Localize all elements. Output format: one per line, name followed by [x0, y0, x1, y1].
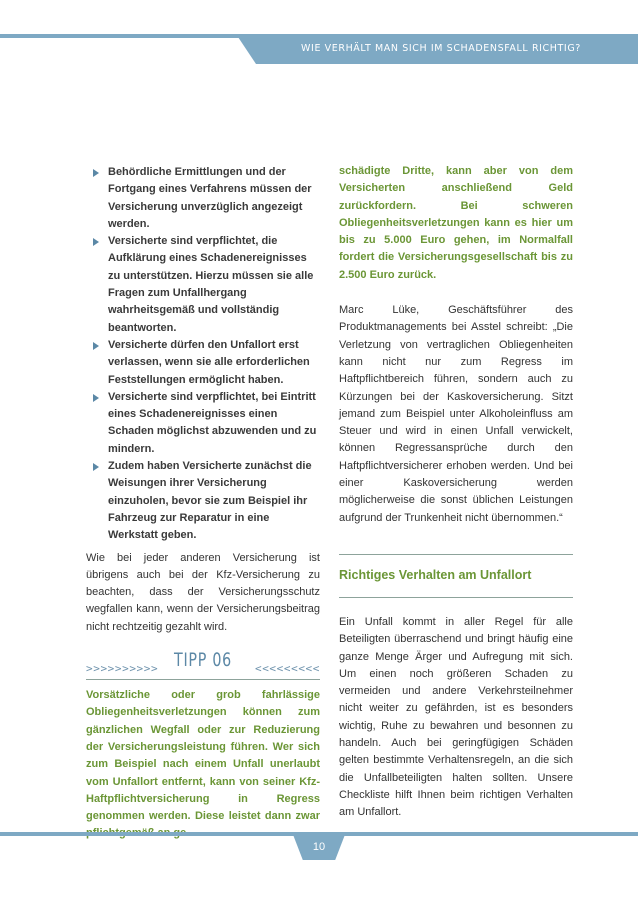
- right-column: [339, 163, 573, 822]
- section-heading-box: [339, 554, 573, 598]
- tip-continued-text: schädigte Dritte, kann aber von dem Versicherten anschließend Geld zurückfordern. Bei schweren Obliegenheitsverletzungen kann es hier um bis zu 5.000 Euro gehen, im Normalfall fordert die Versicherungsgesellschaft bis zu 2.500 Euro zurück.: [339, 165, 573, 281]
- checklist-item: Versicherte dürfen den Unfallort erst verlassen, wenn sie alle erforderlichen Feststellungen ermöglicht haben.: [108, 337, 320, 389]
- section-paragraph: Ein Unfall kommt in aller Regel für alle Beteiligten überraschend und bringt häufig eine ganze Menge Ärger und Aufregung mit sich. Um einen noch größeren Schaden zu vermeiden und andere Verkehrsteilnehmer nicht weiter zu gefährden, ist es besonders wichtig, Ruhe zu bewahren und besonnen zu handeln. Auch bei geringfügigen Schäden gelten bestimmte Verhaltensregeln, an die sich die Unfallbeteiligten halten sollten. Unsere Checkliste hilft Ihnen beim richtigen Verhalten am Unfallort.: [339, 615, 573, 819]
- tip-label: TIPP 06: [173, 649, 233, 672]
- header-bar: [0, 34, 638, 64]
- bullet-arrow-icon: [93, 169, 99, 177]
- checklist: [86, 164, 320, 545]
- footer-bar: [0, 832, 638, 860]
- tip-arrows-left: >>>>>>>>>>: [86, 662, 159, 676]
- left-column: [86, 164, 320, 843]
- checklist-item: Versicherte sind verpflichtet, die Aufklärung eines Schadenereignisses zu unterstützen. Hierzu müssen sie alle Fragen zum Unfallhergang wahrheitsgemäß und vollständig beantworten.: [108, 233, 320, 337]
- body-paragraph: Wie bei jeder anderen Versicherung ist übrigens auch bei der Kfz-Versicherung zu beachten, dass der Versicherungsschutz wegfallen kann, wenn der Versicherungsbeitrag nicht rechtzeitig gezahlt wird.: [86, 551, 320, 633]
- page-number: 10: [312, 841, 326, 853]
- checklist-item: Versicherte sind verpflichtet, bei Eintritt eines Schadenereignisses einen Schaden möglichst abzuwenden und zu mindern.: [108, 389, 320, 458]
- checklist-item: Behördliche Ermittlungen und der Fortgang eines Verfahrens müssen der Versicherung unverzüglich angezeigt werden.: [108, 164, 320, 233]
- header-title: WIE VERHÄLT MAN SICH IM SCHADENSFALL RICHTIG?: [301, 43, 581, 54]
- tip-arrows-right: <<<<<<<<<: [254, 662, 320, 676]
- quote-paragraph: Marc Lüke, Geschäftsführer des Produktmanagements bei Asstel schreibt: „Die Verletzung von vertraglichen Obliegenheiten kann nicht nur zum Regress im Haftpflichtbereich führen, sondern auch zu Kürzungen bei der Kaskoversicherung. Sitzt jemand zum Beispiel unter Alkoholeinfluss am Steuer und wird in einen Unfall verwickelt, können Regressansprüche durch den Haftpflichtversicherer erhoben werden. Und bei einer Kaskoversicherung werden möglicherweise die sonst üblichen Leistungen aufgrund der Trunkenheit nicht übernommen.“: [339, 304, 573, 524]
- section-title: Richtiges Verhalten am Unfallort: [339, 567, 532, 582]
- checklist-item: Zudem haben Versicherte zunächst die Weisungen ihrer Versicherung einzuholen, bevor sie zum Beispiel ihr Fahrzeug zur Reparatur in eine Werkstatt geben.: [108, 458, 320, 544]
- bullet-arrow-icon: [93, 238, 99, 246]
- tip-header: [86, 649, 320, 680]
- bullet-arrow-icon: [93, 342, 99, 350]
- bullet-arrow-icon: [93, 394, 99, 402]
- bullet-arrow-icon: [93, 463, 99, 471]
- tip-text: Vorsätzliche oder grob fahrlässige Obliegenheitsverletzungen können zum gänzlichen Wegfall oder zur Reduzierung der Versicherungsleistung führen. Wer sich zum Beispiel nach einem Unfall unerlaubt vom Unfallort entfernt, kann von seiner Kfz-Haftpflichtversicherung in Regress genommen werden. Diese leistet dann zwar: [86, 689, 320, 823]
